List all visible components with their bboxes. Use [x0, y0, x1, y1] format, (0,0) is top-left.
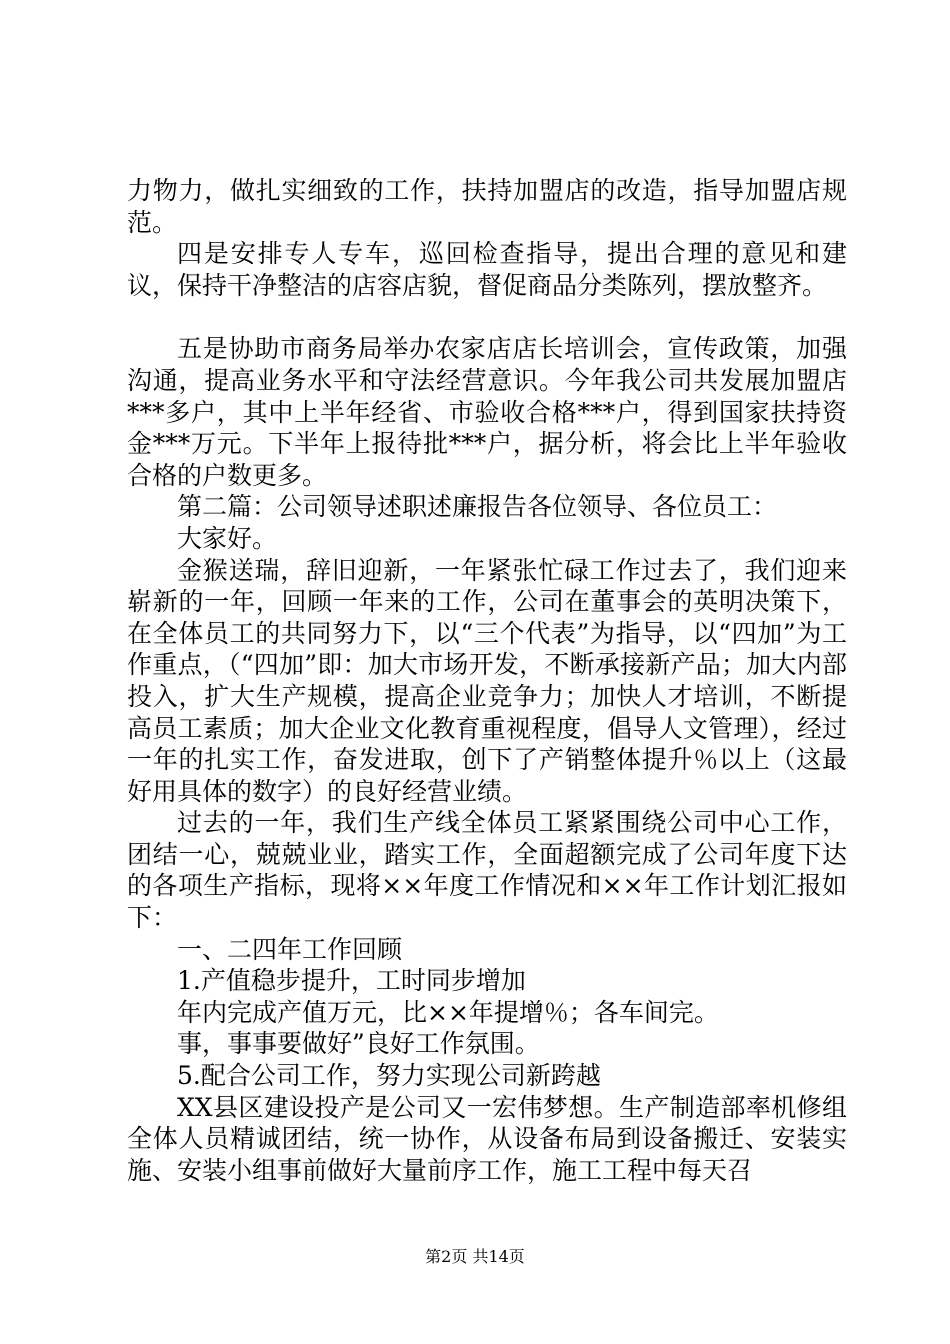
paragraph-13: XX县区建设投产是公司又一宏伟梦想。生产制造部率机修组全体人员精诚团结，统一协作，从设备布局到设备搬迁、安装实施、安装小组事前做好大量前序工作，施工工程中每天召	[127, 1092, 847, 1185]
page-number-footer: 第2页 共14页	[425, 1247, 525, 1266]
paragraph-3: 五是协助市商务局举办农家店店长培训会，宣传政策，加强沟通，提高业务水平和守法经营意识。今年我公司共发展加盟店***多户，其中上半年经省、市验收合格***户，得到国家扶持资金***万元。下半年上报待批***户，据分析，将会比上半年验收合格的户数更多。	[127, 334, 847, 490]
paragraph-10: 年内完成产值万元，比××年提增％；各车间完。	[177, 997, 719, 1027]
document-body	[127, 175, 847, 1186]
paragraph-1: 力物力，做扎实细致的工作，扶持加盟店的改造，指导加盟店规范。	[127, 176, 847, 237]
paragraph-2: 四是安排专人专车，巡回检查指导，提出合理的意见和建议，保持干净整洁的店容店貌，督促商品分类陈列，摆放整齐。	[127, 239, 847, 300]
paragraph-9: 1.产值稳步提升，工时同步增加	[177, 966, 526, 996]
paragraph-5: 大家好。	[177, 523, 278, 553]
paragraph-7: 过去的一年，我们生产线全体员工紧紧围绕公司中心工作，团结一心，兢兢业业，踏实工作，全面超额完成了公司年度下达的各项生产指标，现将××年度工作情况和××年工作计划汇报如下：	[127, 808, 847, 933]
paragraph-gap	[127, 301, 847, 333]
paragraph-12: 5.配合公司工作，努力实现公司新跨越	[177, 1061, 601, 1091]
paragraph-8: 一、二四年工作回顾	[177, 934, 403, 964]
paragraph-4: 第二篇：公司领导述职述廉报告各位领导、各位员工：	[177, 492, 778, 522]
paragraph-6: 金猴送瑞，辞旧迎新，一年紧张忙碌工作过去了，我们迎来崭新的一年，回顾一年来的工作，公司在董事会的英明决策下，在全体员工的共同努力下，以“三个代表”为指导，以“四加”为工作重点，（“四加”即：加大市场开发，不断承接新产品；加大内部投入，扩大生产规模，提高企业竞争力；加快人才培训，不断提高员工素质；加大企业文化教育重视程度，倡导人文管理），经过一年的扎实工作，奋发进取，创下了产销整体提升％以上（这最好用具体的数字）的良好经营业绩。	[127, 555, 847, 806]
paragraph-11: 事，事事要做好”良好工作氛围。	[177, 1029, 540, 1059]
